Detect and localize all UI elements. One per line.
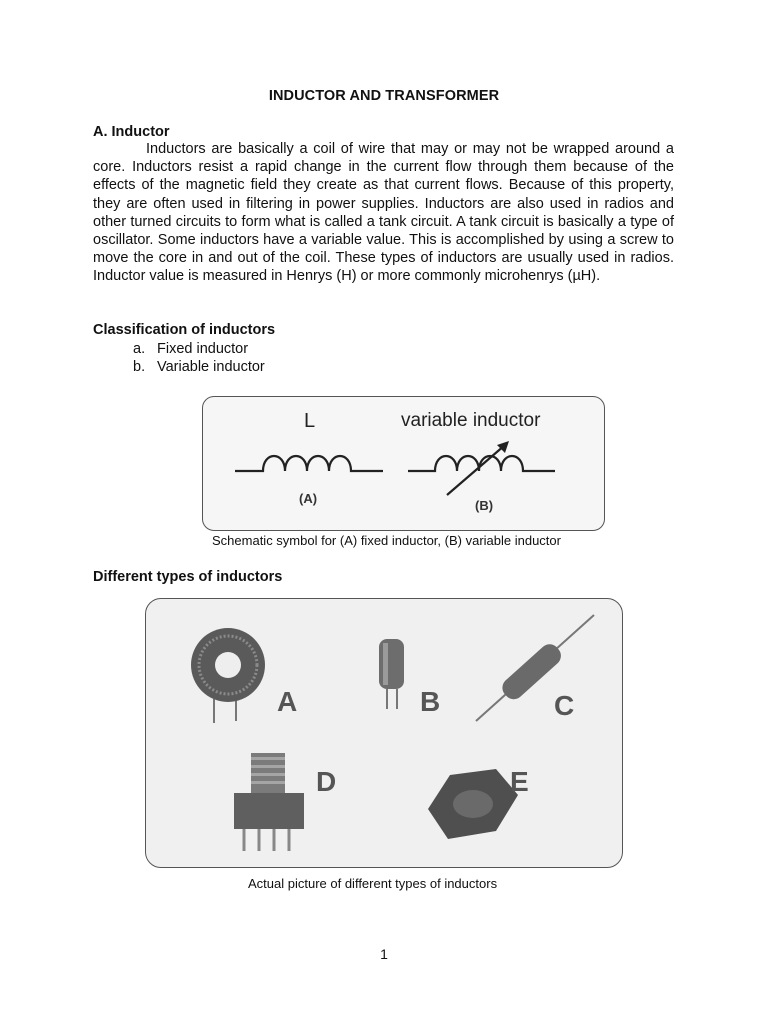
schematic-drawing [203, 397, 604, 530]
fixed-inductor-symbol [235, 456, 383, 471]
list-item-text: Variable inductor [157, 359, 265, 376]
types-heading: Different types of inductors [93, 569, 283, 585]
letter-d-label: D [316, 766, 337, 797]
document-title: INDUCTOR AND TRANSFORMER [268, 88, 500, 104]
list-item-text: Fixed inductor [157, 341, 249, 357]
photo-caption: Actual picture of different types of inductors [248, 876, 498, 891]
letter-b-label: B [420, 686, 441, 717]
list-item [133, 358, 265, 376]
toroid-inductor-image [191, 628, 265, 723]
radial-inductor-image [379, 639, 404, 709]
smd-inductor-image [428, 769, 518, 839]
fixed-inductor-label: L [304, 410, 316, 432]
classification-list [133, 340, 265, 376]
letter-e-label: E [510, 766, 529, 797]
variable-inductor-label: variable inductor [401, 410, 541, 431]
list-marker: a. [133, 341, 146, 357]
page-number: 1 [380, 946, 388, 962]
schematic-caption: Schematic symbol for (A) fixed inductor, (B) variable inductor [212, 533, 561, 548]
variable-inductor-tag: (B) [475, 498, 494, 513]
bobbin-inductor-image [234, 753, 304, 851]
axial-inductor-image [476, 615, 594, 721]
inductor-photo-figure [145, 598, 623, 868]
schematic-figure [202, 396, 605, 531]
list-marker: b. [133, 359, 146, 376]
fixed-inductor-tag: (A) [299, 491, 318, 506]
letter-c-label: C [554, 690, 575, 721]
letter-a-label: A [277, 686, 298, 717]
classification-heading: Classification of inductors [93, 322, 276, 338]
variable-arrow-icon [447, 445, 505, 495]
variable-inductor-symbol [408, 456, 555, 471]
section-a-paragraph: Inductors are basically a coil of wire that may or may not be wrapped around a core. Inductors resist a rapid change in the current flow through them because of the effects of the magnetic field they create as that current flows. Because of this property, they are often used in filtering in power supplies. Inductors are also used in radios and other turned circuits to form what is called a tank circuit. A tank circuit is basically a type of oscillator. Some inductors have a variable value. This is accomplished by using a screw to move the core in and out of the coil. These types of inductors are usually used in radios. Inductor value is measured in Henrys (H) or more commonly microhenrys (µH). [93, 141, 674, 285]
section-a-heading: A. Inductor [93, 124, 170, 140]
list-item [133, 340, 265, 358]
inductor-photo-drawing [146, 599, 622, 867]
